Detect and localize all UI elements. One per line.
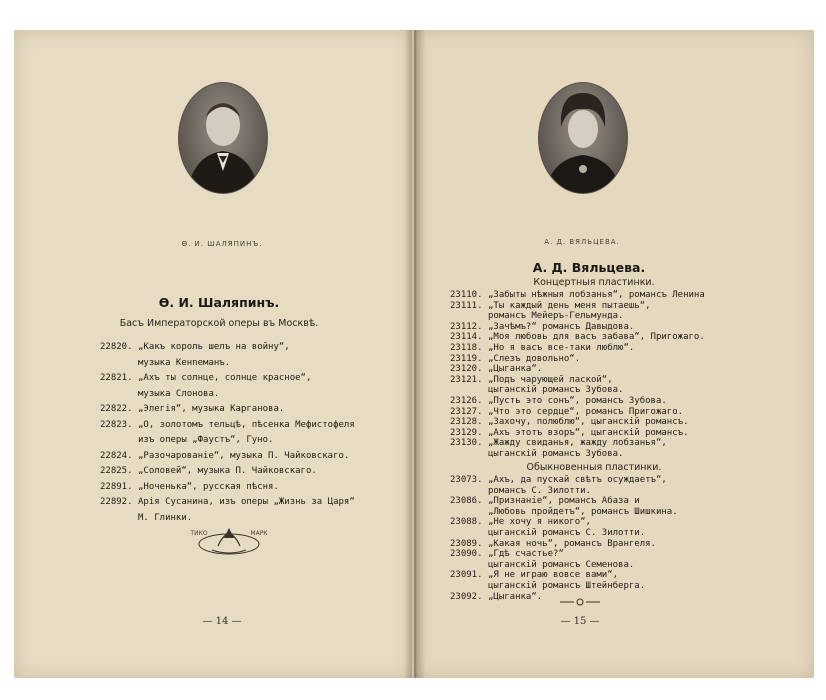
record-title: „Какая ночь“, романсъ Врангеля. (488, 538, 656, 549)
catalog-number: 23114. (450, 332, 483, 343)
page-number: — 15 — (560, 616, 600, 627)
record-entry (450, 311, 623, 322)
portrait-chaliapin-figure (179, 83, 267, 193)
record-entry (100, 358, 230, 369)
record-entry (450, 343, 634, 354)
record-title: „Слезъ довольно“. (488, 353, 581, 364)
ornament-divider (560, 598, 600, 606)
page-title: Ѳ. И. Шаляпинъ. (158, 295, 280, 310)
record-entry (100, 497, 355, 508)
record-entry (450, 486, 591, 497)
record-entry (100, 466, 317, 477)
record-title: „Что это сердце“, романсъ Пригожаго. (488, 406, 684, 417)
record-title: „Гдѣ счастье?“ (488, 549, 564, 560)
record-entry (450, 560, 634, 571)
catalog-number: 23127. (450, 406, 483, 417)
record-entry (450, 364, 542, 375)
page-subtitle: Басъ Императорской оперы въ Москвѣ. (119, 318, 319, 329)
book-gutter (404, 30, 426, 678)
record-title: цыганскій романсъ С. Зилотти. (488, 528, 646, 538)
record-entry (450, 417, 688, 428)
record-entry (450, 407, 683, 418)
catalog-number: 23088. (450, 517, 483, 528)
portrait-vyaltseva (538, 82, 628, 194)
record-entry (450, 549, 564, 560)
record-title: цыганскій романсъ Штейнберга. (488, 581, 646, 591)
catalog-number: 23126. (450, 396, 483, 406)
catalog-number: 23121. (450, 374, 483, 385)
record-entry (450, 528, 645, 539)
catalog-number: 23092. (450, 591, 483, 602)
catalog-number: 22821. (100, 373, 133, 383)
catalog-number: 23129. (450, 427, 483, 438)
portrait-caption: Ѳ. И. ШАЛЯПИНЪ. (181, 240, 263, 248)
record-title: „Цыганка“. (488, 591, 543, 602)
catalog-number: 22820. (100, 342, 133, 352)
catalog-number: 22825. (100, 466, 133, 476)
record-title: „Жажду свиданья, жажду лобзанья“, (488, 438, 667, 449)
record-entry (450, 539, 656, 550)
catalog-number: 23110. (450, 290, 483, 300)
record-title: „Пусть это сонъ“, романсъ Зубова. (488, 396, 667, 406)
catalog-number: 23120. (450, 364, 483, 375)
page-number: — 14 — (202, 616, 242, 627)
record-entry (450, 438, 667, 449)
record-title: Арія Сусанина, изъ оперы „Жизнь за Царя“ (138, 497, 355, 507)
catalog-number: 23111. (450, 300, 483, 311)
record-entry (450, 475, 667, 486)
portrait-caption: А. Д. ВЯЛЬЦЕВА. (544, 238, 620, 246)
catalog-number: 23118. (450, 343, 483, 353)
record-title: „Ахъ этотъ взоръ“, цыганскій романсъ. (488, 427, 689, 438)
catalog-number: 23090. (450, 549, 483, 560)
record-entry (450, 496, 640, 507)
catalog-number: 23086. (450, 496, 483, 507)
portrait-chaliapin (178, 82, 268, 194)
record-title: М. Глинки. (138, 512, 193, 523)
catalog-number: 23130. (450, 438, 483, 449)
catalog-number: 22892. (100, 497, 133, 507)
open-booklet (14, 30, 814, 678)
record-title: романсъ С. Зилотти. (488, 485, 591, 496)
record-title: „Ноченька“, русская пѣсня. (138, 481, 279, 492)
record-title: музыка Кенnеманъ. (138, 357, 231, 368)
record-title: „Подъ чарующей лаской“, (488, 374, 613, 385)
trademark-emblem (196, 518, 262, 556)
catalog-number: 23112. (450, 321, 483, 332)
record-entry (100, 420, 355, 431)
record-entry (450, 354, 580, 365)
catalog-number: 23091. (450, 570, 483, 581)
record-title: „Разочарованіе“, музыка П. Чайковскаго. (138, 450, 350, 461)
record-entry (100, 482, 279, 493)
record-title: „Элегія“, музыка Карганова. (138, 404, 285, 414)
record-entry (450, 332, 705, 343)
emblem-label-right: МАРК (250, 530, 268, 537)
catalog-number: 22891. (100, 481, 133, 492)
catalog-number: 22823. (100, 419, 133, 430)
record-title: „Цыганка“. (488, 364, 543, 375)
record-title: „Признаніе“, романсъ Абаза и (488, 496, 640, 507)
record-title: „Ты каждый день меня пытаешь“, (488, 300, 651, 311)
catalog-number: 23073. (450, 475, 483, 485)
catalog-number: 23119. (450, 353, 483, 364)
record-title: „Забыты нѣжныя лобзанья“, романсъ Ленина (488, 290, 705, 300)
record-title: „Моя любовь для васъ забава“, Пригожаго. (488, 332, 705, 343)
record-title: „Захочу, полюблю“, цыганскій романсъ. (488, 417, 689, 428)
record-title: „Но я васъ все-таки люблю“. (488, 343, 635, 353)
record-entry (100, 404, 284, 415)
record-entry (450, 385, 623, 396)
record-title: „Не хочу я никого“, (488, 517, 591, 528)
record-title: „Я не играю вовсе вами“, (488, 570, 619, 581)
record-entry (450, 290, 705, 301)
record-entry (450, 396, 667, 407)
record-entry (450, 592, 542, 603)
record-title: цыганскій романсъ Зубова. (488, 449, 624, 459)
concert-records-heading: Концертныя пластинки. (533, 277, 655, 288)
record-entry (100, 373, 311, 384)
record-entry (100, 435, 273, 446)
portrait-vyaltseva-figure (539, 83, 627, 193)
record-title: „Соловей“, музыка П. Чайковскаго. (138, 466, 317, 476)
record-title: „Любовь пройдетъ“, романсъ Шишкина. (488, 506, 678, 517)
record-entry (450, 581, 645, 592)
record-entry (450, 449, 623, 460)
record-entry (100, 342, 290, 353)
record-entry (100, 513, 192, 524)
record-entry (450, 301, 651, 312)
record-title: романсъ Мейеръ-Гельмунда. (488, 311, 624, 322)
left-page (14, 30, 412, 678)
record-title: цыганскій романсъ Семенова. (488, 559, 635, 570)
record-entry (100, 451, 349, 462)
record-title: „Ахъ, да пускай свѣтъ осуждаетъ“, (488, 475, 667, 485)
record-title: цыганскій романсъ Зубова. (488, 385, 624, 396)
record-entry (450, 507, 678, 518)
record-title: изъ оперы „Фаустъ“, Гуно. (138, 435, 274, 445)
record-title: музыка Слонова. (138, 388, 220, 399)
record-entry (100, 389, 219, 400)
page-title: А. Д. Вяльцева. (532, 260, 646, 275)
record-title: „Зачѣмъ?“ романсъ Давыдова. (488, 321, 635, 332)
regular-records-heading: Обыкновенныя пластинки. (526, 462, 662, 473)
catalog-number: 22822. (100, 404, 133, 414)
record-title: „О, золотомъ тельцѣ, пѣсенка Мефистофеля (138, 419, 355, 430)
record-title: „Ахъ ты солнце, солнце красное“, (138, 373, 312, 383)
catalog-number: 23089. (450, 538, 483, 549)
right-page (414, 30, 814, 678)
record-entry (450, 570, 618, 581)
record-title: „Какъ король шелъ на войну“, (138, 342, 290, 352)
emblem-label-left: ТИКО (190, 530, 208, 537)
catalog-number: 23128. (450, 417, 483, 428)
record-entry (450, 517, 591, 528)
catalog-number: 22824. (100, 450, 133, 461)
